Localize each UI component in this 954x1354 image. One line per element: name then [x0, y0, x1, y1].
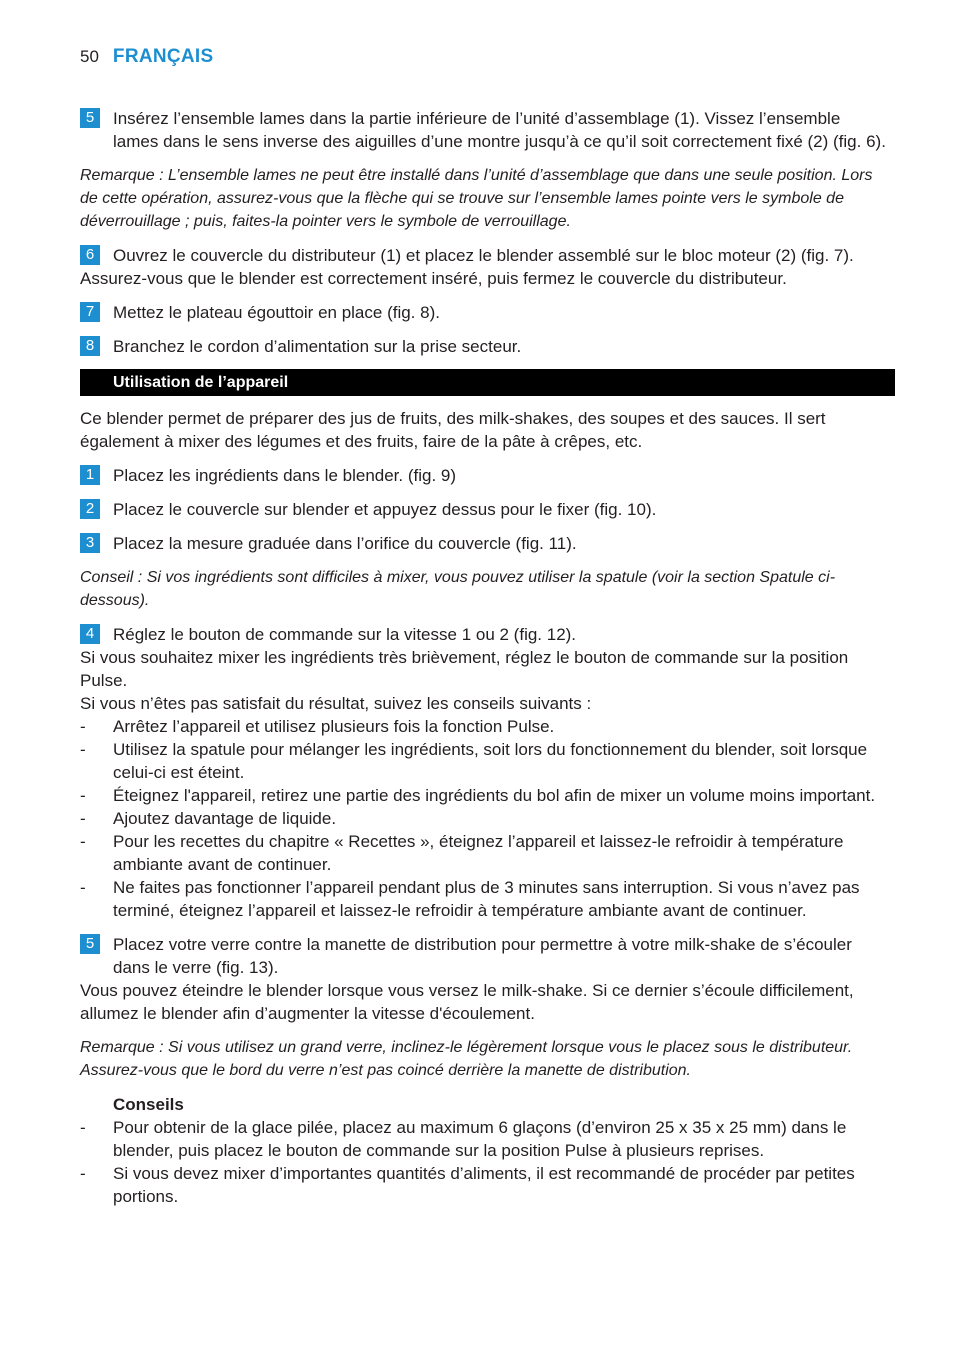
page-header	[80, 46, 214, 76]
dash-bullet: -	[80, 717, 86, 736]
intro-paragraph: Ce blender permet de préparer des jus de fruits, des milk-shakes, des soupes et des sauces. Il sert également à mixer des légumes et des fruits, faire de la pâte à crêpes, etc.	[80, 409, 826, 451]
list-item-text: Pour obtenir de la glace pilée, placez au maximum 6 glaçons (d’environ 25 x 35 x 25 mm) dans le blender, puis placez le bouton de commande sur la position Pulse à plusieurs reprises.	[113, 1118, 847, 1160]
tip-spatula: Conseil : Si vos ingrédients sont difficiles à mixer, vous pouvez utiliser la spatule (voir la section Spatule ci-dessous).	[80, 569, 836, 609]
use-step-1	[80, 464, 890, 487]
list-item	[80, 830, 890, 876]
list-item-text: Ne faites pas fonctionner l’appareil pendant plus de 3 minutes sans interruption. Si vous n’avez pas terminé, éteignez l’appareil et laissez-le refroidir à température ambiante avant de continuer.	[113, 878, 860, 920]
page-content	[80, 107, 890, 1208]
step-text: Ouvrez le couvercle du distributeur (1) et placez le blender assemblé sur le bloc moteur (2) (fig. 7).	[113, 246, 854, 265]
language-heading: FRANÇAIS	[112, 46, 214, 67]
advice-list	[80, 715, 890, 922]
dash-bullet: -	[80, 740, 86, 759]
step-number-badge: 5	[80, 108, 100, 128]
list-item	[80, 876, 890, 922]
use-step-4	[80, 623, 890, 646]
step-8	[80, 335, 890, 358]
list-item	[80, 738, 890, 784]
step-text: Mettez le plateau égouttoir en place (fig. 8).	[113, 303, 440, 322]
list-item	[80, 784, 890, 807]
step-number-badge: 5	[80, 934, 100, 954]
step-text: Insérez l’ensemble lames dans la partie inférieure de l’unité d’assemblage (1). Vissez l’ensemble lames dans le sens inverse des aiguilles d’une montre jusqu’à ce qu’il soit correctement fixé (2) (fig. 6).	[113, 109, 886, 151]
list-item-text: Éteignez l'appareil, retirez une partie des ingrédients du bol afin de mixer un volume moins important.	[113, 786, 876, 805]
step-number-badge: 1	[80, 465, 100, 485]
list-item-text: Utilisez la spatule pour mélanger les ingrédients, soit lors du fonctionnement du blender, soit lorsque celui-ci est éteint.	[113, 740, 868, 782]
use-step-2	[80, 498, 890, 521]
use-step-5	[80, 933, 890, 979]
step-number-badge: 4	[80, 624, 100, 644]
list-item	[80, 1116, 890, 1162]
step-text: Placez le couvercle sur blender et appuyez dessus pour le fixer (fig. 10).	[113, 500, 657, 519]
step-number-badge: 6	[80, 245, 100, 265]
step-text: Placez les ingrédients dans le blender. (fig. 9)	[113, 466, 457, 485]
dash-bullet: -	[80, 809, 86, 828]
step-7	[80, 301, 890, 324]
step-4-paragraph-1: Si vous souhaitez mixer les ingrédients très brièvement, réglez le bouton de commande sur la position Pulse.	[80, 648, 849, 690]
note-blade-position: Remarque : L’ensemble lames ne peut être installé dans l’unité d’assemblage que dans une seule position. Lors de cette opération, assurez-vous que la flèche qui se trouve sur l’ensemble lames pointe vers le symbole de déverrouillage ; puis, faites-la pointer vers le symbole de verrouillage.	[80, 167, 873, 230]
step-number-badge: 8	[80, 336, 100, 356]
page-number: 50	[80, 47, 99, 66]
dash-bullet: -	[80, 878, 86, 897]
dash-bullet: -	[80, 786, 86, 805]
list-item	[80, 1162, 890, 1208]
use-step-3	[80, 532, 890, 555]
section-heading-bar: Utilisation de l’appareil	[80, 369, 895, 396]
step-number-badge: 2	[80, 499, 100, 519]
step-4-paragraph-2: Si vous n’êtes pas satisfait du résultat, suivez les conseils suivants :	[80, 694, 592, 713]
step-text: Placez votre verre contre la manette de distribution pour permettre à votre milk-shake de s’écouler dans le verre (fig. 13).	[113, 935, 852, 977]
list-item-text: Ajoutez davantage de liquide.	[113, 809, 337, 828]
list-item-text: Pour les recettes du chapitre « Recettes », éteignez l’appareil et laissez-le refroidir à température ambiante avant de continuer.	[113, 832, 844, 874]
note-large-glass: Remarque : Si vous utilisez un grand verre, inclinez-le légèrement lorsque vous le placez sous le distributeur. Assurez-vous que le bord du verre n’est pas coincé derrière la manette de distribution.	[80, 1039, 853, 1079]
list-item	[80, 715, 890, 738]
tips-list	[80, 1116, 890, 1208]
step-6	[80, 244, 890, 267]
list-item-text: Arrêtez l’appareil et utilisez plusieurs fois la fonction Pulse.	[113, 717, 555, 736]
step-5-paragraph: Vous pouvez éteindre le blender lorsque vous versez le milk-shake. Si ce dernier s’écoule difficilement, allumez le blender afin d’augmenter la vitesse d'écoulement.	[80, 981, 854, 1023]
list-item	[80, 807, 890, 830]
step-number-badge: 7	[80, 302, 100, 322]
dash-bullet: -	[80, 1164, 86, 1183]
step-number-badge: 3	[80, 533, 100, 553]
step-6-paragraph: Assurez-vous que le blender est correctement inséré, puis fermez le couvercle du distributeur.	[80, 269, 787, 288]
tips-heading: Conseils	[113, 1095, 184, 1114]
dash-bullet: -	[80, 1118, 86, 1137]
step-text: Réglez le bouton de commande sur la vitesse 1 ou 2 (fig. 12).	[113, 625, 577, 644]
step-text: Branchez le cordon d’alimentation sur la prise secteur.	[113, 337, 522, 356]
step-5-assembly	[80, 107, 890, 153]
step-text: Placez la mesure graduée dans l’orifice du couvercle (fig. 11).	[113, 534, 577, 553]
list-item-text: Si vous devez mixer d’importantes quantités d’aliments, il est recommandé de procéder par petites portions.	[113, 1164, 855, 1206]
dash-bullet: -	[80, 832, 86, 851]
